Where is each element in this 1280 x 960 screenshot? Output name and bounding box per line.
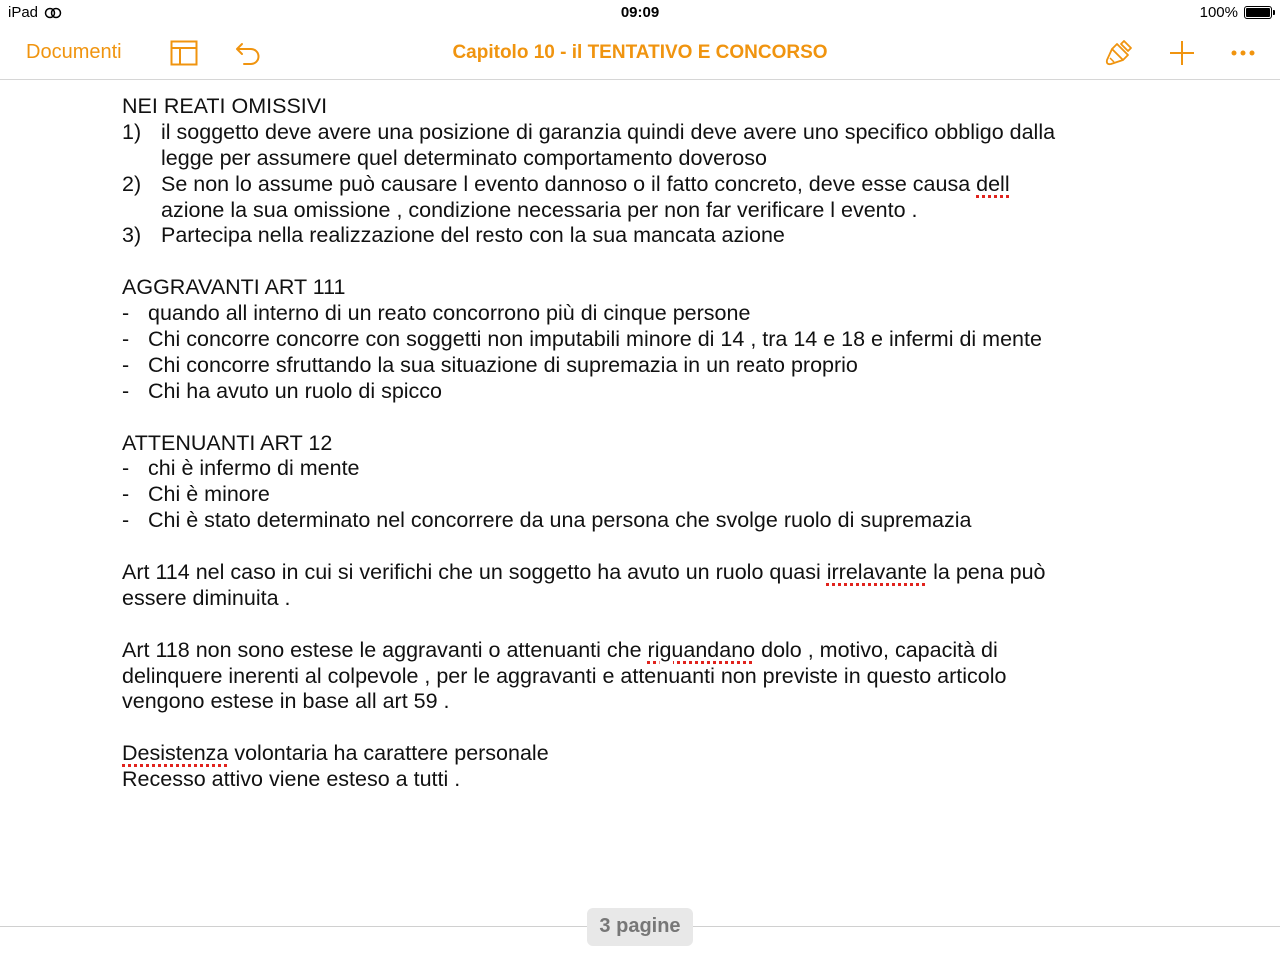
section-heading-omissivi: NEI REATI OMISSIVI <box>122 94 328 118</box>
list-item <box>122 301 1162 327</box>
bullet-dash: - <box>122 327 130 352</box>
status-right <box>1200 4 1272 21</box>
sidebar-icon[interactable] <box>169 38 199 68</box>
list-item-text: Chi concorre sfruttando la sua situazione di supremazia in un reato proprio <box>148 352 858 377</box>
paragraph-line <box>122 560 1162 586</box>
format-brush-icon[interactable] <box>1104 38 1134 68</box>
status-time: 09:09 <box>620 4 660 21</box>
text-run: dolo , motivo, capacità di <box>755 637 998 662</box>
paragraph-line: essere diminuita . <box>122 585 291 610</box>
misspelled-word[interactable]: riguandano <box>647 637 756 662</box>
item-text: azione la sua omissione , condizione necessaria per non far verificare l evento . <box>161 197 918 222</box>
list-item-text: Chi è stato determinato nel concorrere da una persona che svolge ruolo di supremazia <box>148 508 972 533</box>
bullet-dash: - <box>122 508 130 533</box>
item-text: Partecipa nella realizzazione del resto con la sua mancata azione <box>161 223 785 248</box>
misspelled-word[interactable]: Desistenza <box>122 741 229 766</box>
undo-icon[interactable] <box>233 38 263 68</box>
numbered-item <box>122 172 1162 224</box>
blank-line <box>122 534 1162 560</box>
page-count-badge[interactable]: 3 pagine <box>587 908 693 946</box>
paragraph-line <box>122 638 1162 664</box>
add-icon[interactable] <box>1167 38 1197 68</box>
item-number: 2) <box>122 171 142 196</box>
list-item <box>122 353 1162 379</box>
text-run: Art 118 non sono estese le aggravanti o attenuanti che <box>122 637 648 662</box>
list-item <box>122 327 1162 353</box>
bullet-dash: - <box>122 456 130 481</box>
list-item-text: Chi concorre concorre con soggetti non imputabili minore di 14 , tra 14 e 18 e infermi di mente <box>148 327 1042 352</box>
device-name: iPad <box>8 4 39 21</box>
list-item-text: Chi ha avuto un ruolo di spicco <box>148 378 443 403</box>
battery-percent: 100% <box>1199 4 1238 21</box>
misspelled-word[interactable]: irrelavante <box>826 560 928 585</box>
bullet-dash: - <box>122 482 130 507</box>
documents-button[interactable]: Documenti <box>26 41 122 63</box>
list-item-text: Chi è minore <box>148 482 270 507</box>
text-run: Art 114 nel caso in cui si verifichi che un soggetto ha avuto un ruolo quasi <box>122 560 827 585</box>
battery-icon <box>1244 6 1272 19</box>
blank-line <box>122 249 1162 275</box>
blank-line <box>122 405 1162 431</box>
numbered-item <box>122 223 1162 249</box>
status-bar <box>0 0 1280 26</box>
item-number: 1) <box>122 119 142 144</box>
section-heading-attenuanti: ATTENUANTI ART 12 <box>122 430 333 455</box>
blank-line <box>122 715 1162 741</box>
list-item <box>122 508 1162 534</box>
list-item <box>122 482 1162 508</box>
list-item <box>122 379 1162 405</box>
bullet-dash: - <box>122 378 130 403</box>
toolbar <box>0 26 1280 80</box>
paragraph-line: delinquere inerenti al colpevole , per le aggravanti e attenuanti non previste in questo articolo <box>122 663 1007 688</box>
battery-fill <box>1246 8 1270 17</box>
paragraph-line: Recesso attivo viene esteso a tutti . <box>122 767 461 792</box>
item-text: il soggetto deve avere una posizione di garanzia quindi deve avere uno specifico obbligo dalla <box>161 119 1056 144</box>
list-item-text: chi è infermo di mente <box>148 456 360 481</box>
item-text: legge per assumere quel determinato comportamento doveroso <box>161 145 767 170</box>
list-item <box>122 456 1162 482</box>
bullet-dash: - <box>122 352 130 377</box>
section-heading-aggravanti: AGGRAVANTI ART 111 <box>122 275 346 300</box>
document-body[interactable] <box>122 94 1162 793</box>
list-item-text: quando all interno di un reato concorrono più di cinque persone <box>148 301 751 326</box>
item-text <box>161 172 1162 198</box>
item-number: 3) <box>122 223 142 248</box>
bullet-dash: - <box>122 301 130 326</box>
paragraph-line: vengono estese in base all art 59 . <box>122 689 450 714</box>
text-run: Se non lo assume può causare l evento dannoso o il fatto concreto, deve esse causa <box>161 171 977 196</box>
more-icon[interactable] <box>1229 38 1259 68</box>
blank-line <box>122 612 1162 638</box>
misspelled-word[interactable]: dell <box>976 171 1010 196</box>
text-run: la pena può <box>927 560 1046 585</box>
document-title[interactable]: Capitolo 10 - il TENTATIVO E CONCORSO <box>452 42 828 63</box>
numbered-item <box>122 120 1162 172</box>
paragraph-line <box>122 741 1162 767</box>
text-run: volontaria ha carattere personale <box>228 741 549 766</box>
